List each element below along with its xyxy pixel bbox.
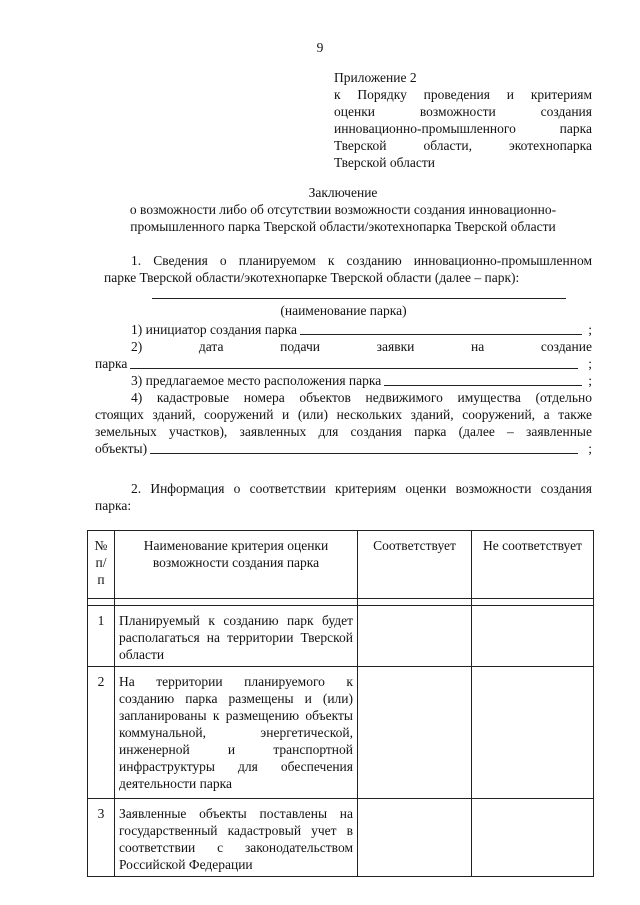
semicolon: ; — [588, 322, 592, 337]
submission-date-label: 2) дата подачи заявки на создание — [131, 339, 592, 354]
cadastral-blank — [150, 452, 578, 454]
table-row — [88, 606, 594, 667]
spacer-cell — [88, 599, 115, 606]
row-yes-cell[interactable] — [358, 606, 472, 667]
conclusion-line: промышленного парка Тверской области/экотехнопарка Тверской области — [130, 219, 556, 234]
appendix-line: Тверской области — [334, 155, 435, 170]
initiator-blank — [300, 333, 582, 335]
section-1-line: парке Тверской области/экотехнопарке Тверской области (далее – парк): — [104, 270, 520, 285]
table-spacer-row — [88, 599, 594, 606]
appendix-title: Приложение 2 — [334, 70, 417, 85]
section-2-line: 2. Информация о соответствии критериям оценки возможности создания — [131, 481, 592, 496]
table-row — [88, 667, 594, 799]
table-header-row — [88, 531, 594, 599]
appendix-line: инновационно-промышленного парка — [334, 121, 592, 136]
location-label: 3) предлагаемое место расположения парка — [131, 373, 382, 388]
section-2-intro — [95, 480, 592, 514]
table-row — [88, 799, 594, 877]
cadastral-label-end: объекты) — [95, 441, 148, 456]
header-no: Не соответствует — [472, 531, 594, 599]
appendix-lines — [334, 86, 592, 171]
park-name-caption: (наименование парка) — [280, 303, 407, 318]
row-num: 3 — [88, 799, 115, 877]
spacer-cell — [115, 599, 358, 606]
header-yes: Соответствует — [358, 531, 472, 599]
cadastral-line: 4) кадастровые номера объектов недвижимого имущества (отдельно — [131, 390, 592, 405]
submission-date-label-end: парка — [95, 356, 128, 371]
conclusion-heading — [95, 184, 591, 235]
spacer-cell — [358, 599, 472, 606]
row-yes-cell[interactable] — [358, 667, 472, 799]
header-num: № п/п — [88, 531, 115, 599]
location-blank — [384, 384, 582, 386]
semicolon: ; — [588, 373, 592, 388]
page-number: 9 — [316, 40, 324, 55]
row-num: 2 — [88, 667, 115, 799]
row-criterion: На территории планируемого к созданию парка размещены и (или) запланированы к размещению объекты коммунальной, энергетической, инженерной и транспортной инфраструктуры для обеспечения деятельности парка — [115, 667, 358, 799]
row-criterion: Планируемый к созданию парк будет располагаться на территории Тверской области — [115, 606, 358, 667]
row-no-cell[interactable] — [472, 667, 594, 799]
submission-date-blank — [130, 367, 578, 369]
semicolon: ; — [588, 356, 592, 371]
submission-date-row — [95, 355, 592, 372]
appendix-line: Тверской области, экотехнопарка — [334, 138, 592, 153]
cadastral-line: земельных участков), заявленных для создания парка (далее – заявленные — [95, 424, 592, 439]
appendix-line: оценки возможности создания — [334, 104, 592, 119]
appendix-line: к Порядку проведения и критериям — [334, 87, 592, 102]
row-no-cell[interactable] — [472, 799, 594, 877]
header-criterion: Наименование критерия оценки возможности создания парка — [115, 531, 358, 599]
semicolon: ; — [588, 441, 592, 456]
section-1-line: 1. Сведения о планируемом к созданию инновационно-промышленном — [131, 253, 592, 268]
row-num: 1 — [88, 606, 115, 667]
criteria-table — [87, 530, 594, 877]
cadastral-row — [95, 440, 592, 457]
section-1-items — [95, 321, 592, 457]
section-1-intro — [95, 252, 592, 286]
initiator-label: 1) инициатор создания парка — [131, 322, 298, 337]
row-criterion: Заявленные объекты поставлены на государственный кадастровый учет в соответствии с законодательством Российской Федерации — [115, 799, 358, 877]
conclusion-line: о возможности либо об отсутствии возможности создания инновационно- — [129, 202, 557, 217]
row-yes-cell[interactable] — [358, 799, 472, 877]
section-2-line: парка: — [95, 498, 132, 513]
spacer-cell — [472, 599, 594, 606]
location-row — [95, 372, 592, 389]
initiator-row — [95, 321, 592, 338]
row-no-cell[interactable] — [472, 606, 594, 667]
park-name-blank — [152, 298, 566, 299]
appendix-header — [334, 69, 592, 171]
conclusion-title: Заключение — [308, 185, 378, 200]
cadastral-line: стоящих зданий, сооружений и (или) нескольких зданий, сооружений, а также — [95, 407, 592, 422]
